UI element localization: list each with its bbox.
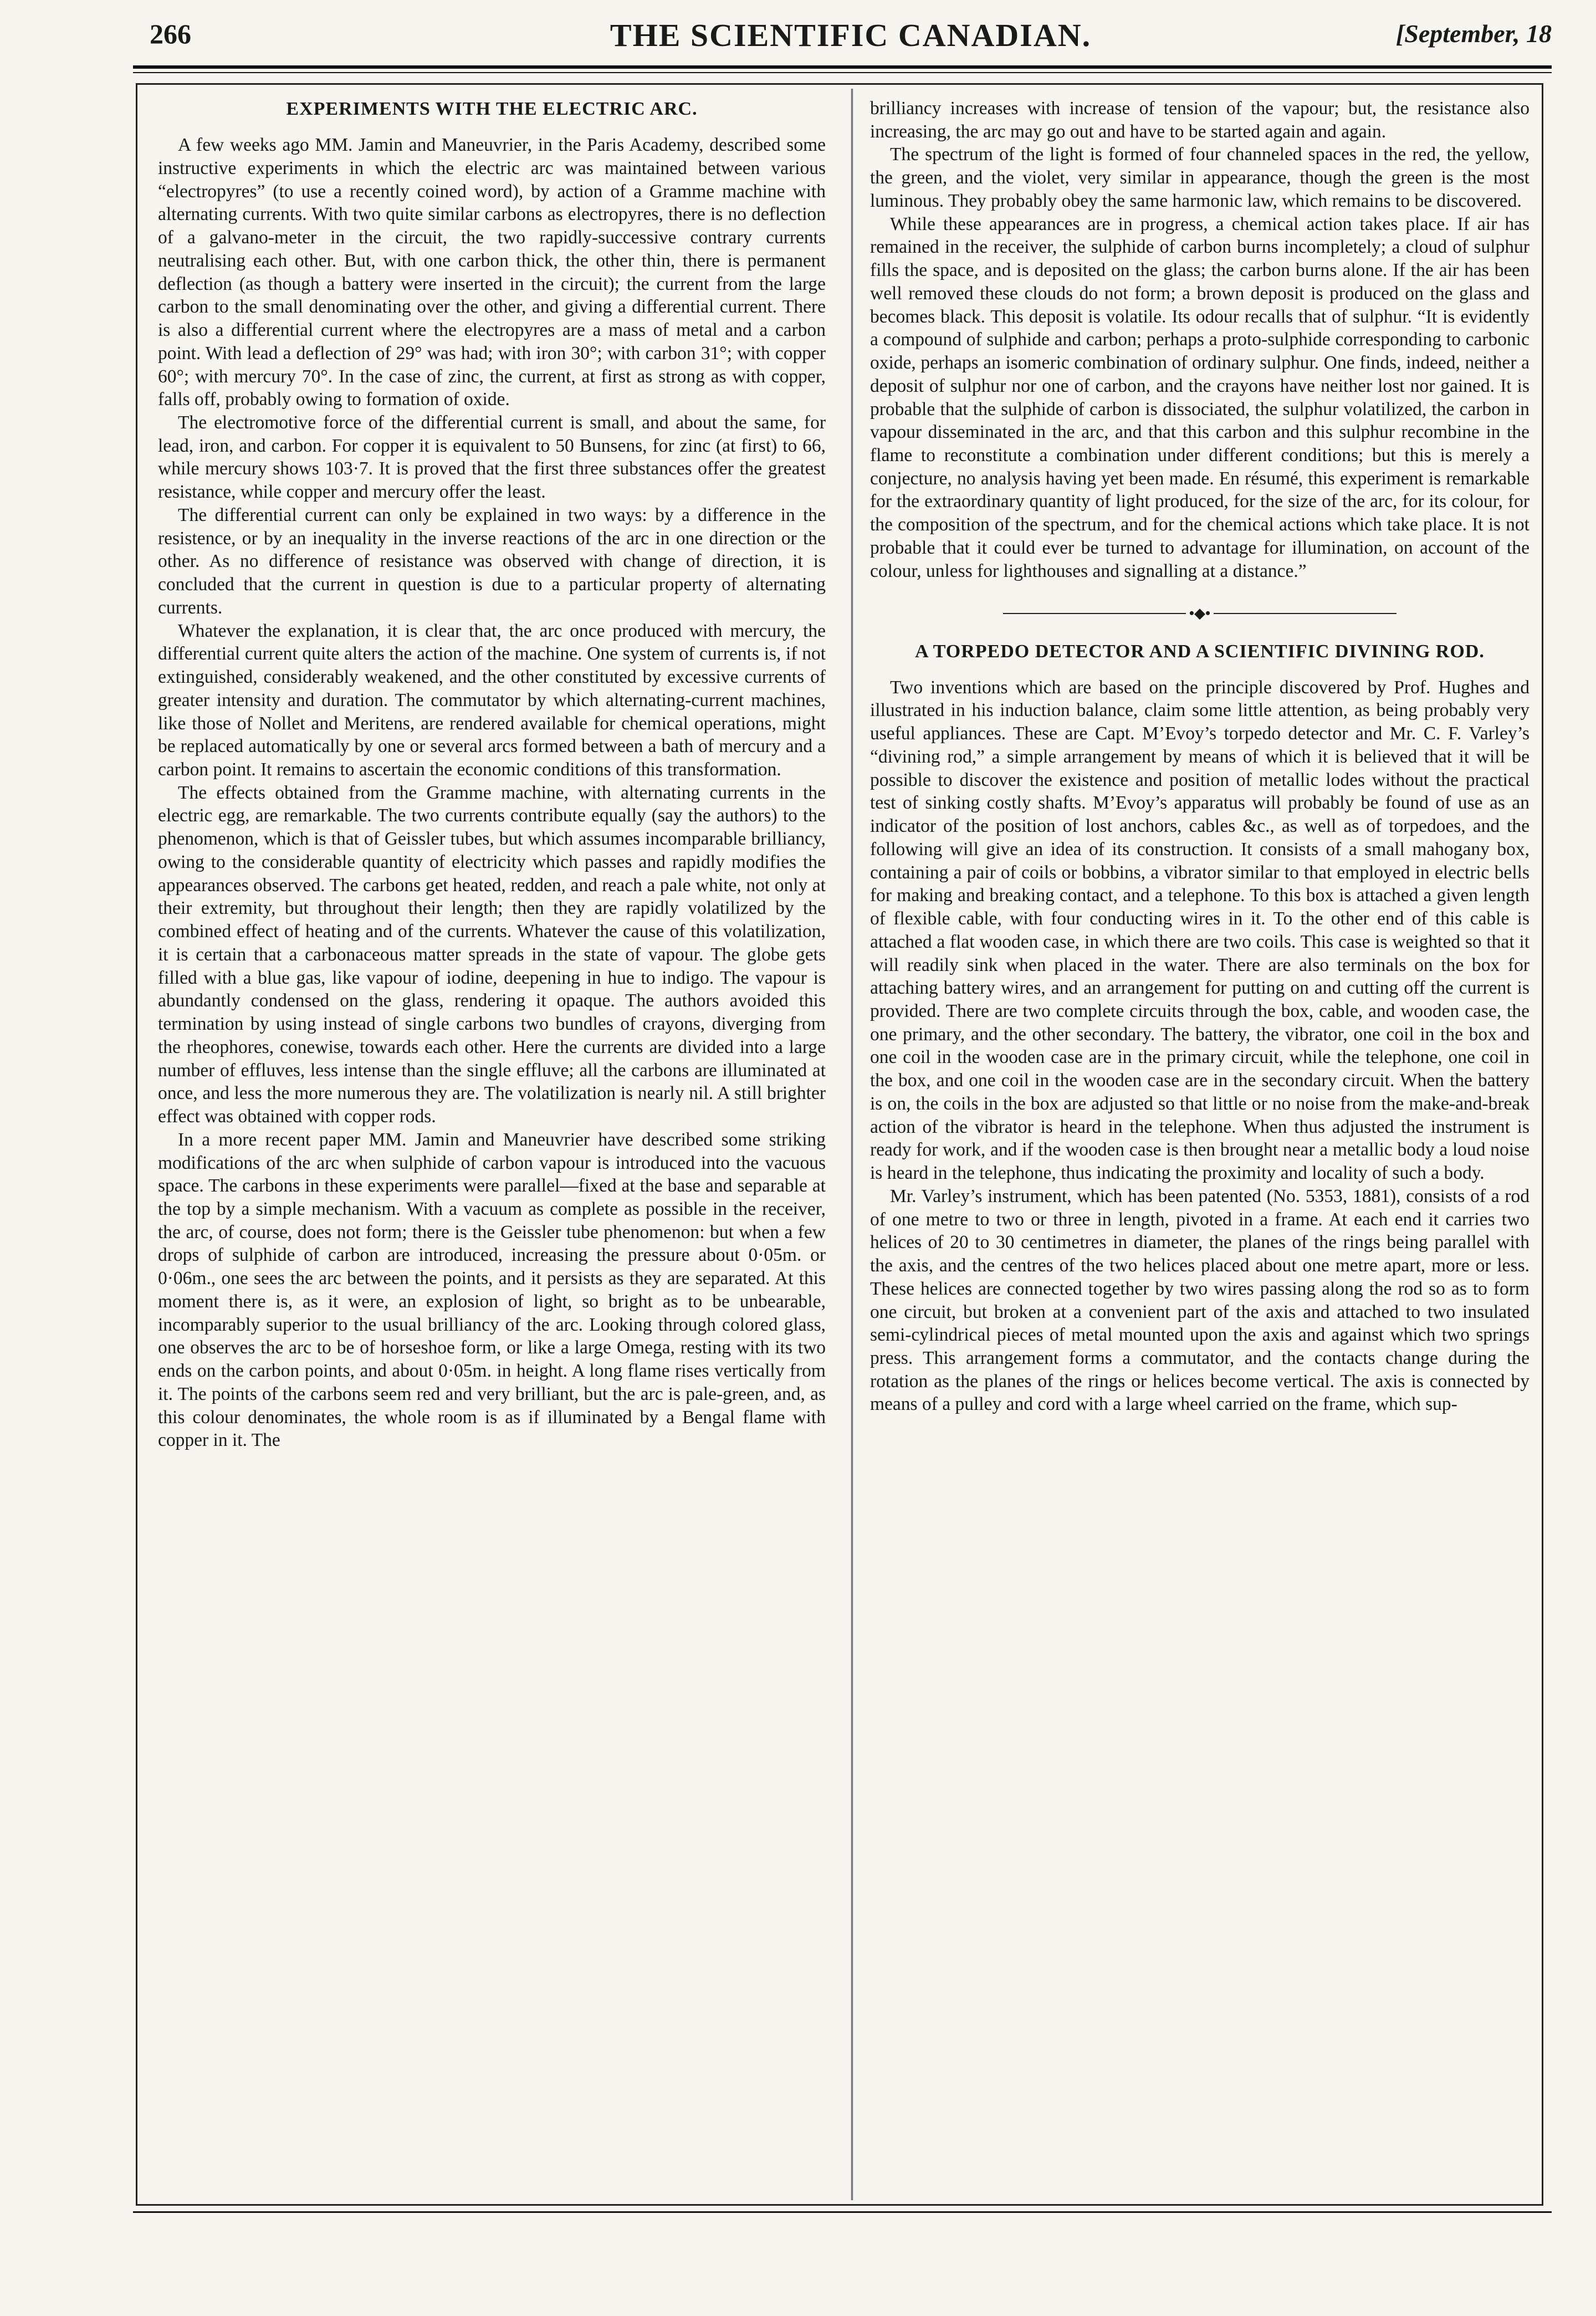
article-paragraph: The spectrum of the light is formed of four channeled spaces in the red, the yellow, the green, and the violet, very similar in appearance, though the green is the most luminous. They probably obey the same harmonic law, which remains to be discovered. bbox=[870, 144, 1530, 211]
article-paragraph: Mr. Varley’s instrument, which has been patented (No. 5353, 1881), consists of a rod of one metre to two or three in length, pivoted in a frame. At each end it carries two helices of 20 to 30 centimetres in diameter, the planes of the rings being parallel with the axis, and the centres of the two helices placed about one metre apart, more or less. These helices are connected together by two wires passing along the rod so as to form one circuit, but broken at a convenient part of the axis and attached to two insulated semi-cylindrical pieces of metal mounted upon the axis and against which two springs press. This arrangement forms a commutator, and the contacts change during the rotation as the planes of the rings or helices become vertical. The axis is connected by means of a pulley and cord with a large wheel carried on the frame, which sup- bbox=[870, 1185, 1530, 1415]
article-separator bbox=[870, 604, 1530, 620]
header-rule bbox=[133, 65, 1552, 73]
article-title-electric-arc: EXPERIMENTS WITH THE ELECTRIC ARC. bbox=[286, 99, 698, 119]
article-paragraph: While these appearances are in progress, a chemical action takes place. If air has remained in the receiver, the sulphide of carbon burns incompletely; a cloud of sulphur fills the space, and is deposited on the glass; the carbon burns alone. If the air has been well removed these clouds do not form; a brown deposit is produced on the glass and becomes black. This deposit is volatile. Its odour recalls that of sulphur. “It is evidently a compound of sulphide and carbon; perhaps a proto-sulphide corresponding to carbonic oxide, perhaps an isomeric combination of ordinary sulphur. One finds, indeed, neither a deposit of sulphur nor one of carbon, and the crayons have neither lost nor gained. It is probable that the sulphide of carbon is dissociated, the sulphur volatilized, the carbon in vapour disseminated in the arc, and that this carbon and this sulphur recombine in the flame to reconstitute a combination under different conditions; but this is merely a conjecture, no analysis having yet been made. En résumé, this experiment is remarkable for the extraordinary quantity of light produced, for the size of the arc, for its colour, for the composition of the spectrum, and for the chemical actions which take place. It is not probable that it could ever be turned to advantage for illumination, on account of the colour, unless for lighthouses and signalling at a distance.” bbox=[870, 213, 1530, 581]
article-paragraph: The differential current can only be explained in two ways: by a difference in the resistence, or by an inequality in the inverse reactions of the arc in one direction or the other. As no difference of resistance was observed with change of direction, it is concluded that the current in question is due to a particular property of alternating currents. bbox=[158, 504, 826, 618]
article-paragraph: The electromotive force of the differential current is small, and about the same, for lead, iron, and carbon. For copper it is equivalent to 50 Bunsens, for zinc (at first) to 66, while mercury shows 103·7. It is proved that the first three substances offer the greatest resistance, while copper and mercury offer the least. bbox=[158, 412, 826, 503]
separator-line-left bbox=[1003, 613, 1186, 614]
separator-line-right bbox=[1214, 613, 1396, 614]
article-paragraph: The effects obtained from the Gramme machine, with alternating currents in the electric egg, are remarkable. The two currents contribute equally (say the authors) to the phenomenon, which is that of Geissler tubes, but which assumes incomparable brilliancy, owing to the considerable quantity of electricity which passes and rapidly modifies the appearances observed. The carbons get heated, redden, and reach a pale white, not only at their extremity, but throughout their length; then they are rapidly volatilized by the combined effect of heating and of the currents. Whatever the cause of this volatilization, it is certain that a carbonaceous matter spreads in the state of vapour. The globe gets filled with a blue gas, like vapour of iodine, deepening in hue to indigo. The vapour is abundantly condensed on the glass, rendering it opaque. The authors avoided this termination by using instead of single carbons two bundles of crayons, diverging from the rheophores, conewise, towards each other. Here the currents are divided into a large number of effluves, less intense than the single effluve; all the carbons are illuminated at once, and less the more numerous they are. The volatilization is nearly nil. A still brighter effect was obtained with copper rods. bbox=[158, 782, 826, 1127]
article-paragraph: Two inventions which are based on the principle discovered by Prof. Hughes and illustrated in his induction balance, claim some little attention, as being probably very useful appliances. These are Capt. M’Evoy’s torpedo detector and Mr. C. F. Varley’s “divining rod,” a simple arrangement by means of which it is believed that it will be possible to discover the existence and position of metallic lodes without the practical test of sinking costly shafts. M’Evoy’s apparatus will probably be found of use as an indicator of the position of lost anchors, cables &c., as well as of torpedoes, and the following will give an idea of its construction. It consists of a small mahogany box, containing a pair of coils or bobbins, a vibrator similar to that employed in electric bells for making and breaking contact, and a telephone. To this box is attached a given length of flexible cable, with four conducting wires in it. To the other end of this cable is attached a flat wooden case, in which there are two coils. This case is weighted so that it will readily sink when placed in the water. There are also terminals on the box for attaching battery wires, and an arrangement for putting on and cutting off the current is provided. There are two complete circuits through the box, cable, and wooden case, the one primary, and the other secondary. The battery, the vibrator, one coil in the box and one coil in the wooden case are in the primary circuit, while the telephone, one coil in the box, and one coil in the wooden case are in the secondary circuit. When the battery is on, the coils in the box are adjusted so that little or no noise from the make-and-break action of the vibrator is heard in the telephone. When thus adjusted the instrument is ready for work, and if the wooden case is then brought near a metallic body a loud noise is heard in the telephone, thus indicating the proximity and locality of such a body. bbox=[870, 677, 1530, 1184]
column-divider bbox=[851, 89, 853, 2200]
issue-date: [September, 18 bbox=[1395, 19, 1552, 48]
page-number: 266 bbox=[150, 18, 191, 49]
footer-rule bbox=[133, 2211, 1552, 2213]
separator-ornament: •◆• bbox=[1189, 605, 1211, 621]
article-paragraph: In a more recent paper MM. Jamin and Maneuvrier have described some striking modifications of the arc when sulphide of carbon vapour is introduced into the vacuous space. The carbons in these experiments were parallel—fixed at the base and separable at the top by a simple mechanism. With a vacuum as complete as possible in the receiver, the arc, of course, does not form; there is the Geissler tube phenomenon: but when a few drops of sulphide of carbon are introduced, increasing the pressure about 0·05m. or 0·06m., one sees the arc between the points, and it persists as they are separated. At this moment there is, as it were, an explosion of light, so bright as to be unbearable, incomparably superior to the usual brilliancy of the arc. Looking through colored glass, one observes the arc to be of horseshoe form, or like a large Omega, resting with its two ends on the carbon points, and about 0·05m. in height. A long flame rises vertically from it. The points of the carbons seem red and very brilliant, but the arc is pale-green, and, as this colour denominates, the whole room is as if illuminated by a Bengal flame with copper in it. The bbox=[158, 1129, 826, 1451]
article-paragraph-continued: brilliancy increases with increase of tension of the vapour; but, the resistance also increasing, the arc may go out and have to be started again and again. bbox=[870, 98, 1530, 142]
left-column bbox=[158, 97, 826, 2197]
journal-title: THE SCIENTIFIC CANADIAN. bbox=[610, 17, 1092, 53]
article-paragraph: A few weeks ago MM. Jamin and Maneuvrier, in the Paris Academy, described some instructive experiments in which the electric arc was maintained between various “electropyres” (to use a recently coined word), by action of a Gramme machine with alternating currents. With two quite similar carbons as electropyres, there is no deflection of a galvano-meter in the circuit, the two rapidly-successive contrary currents neutralising each other. But, with one carbon thick, the other thin, there is permanent deflection (as though a battery were inserted in the circuit); the current from the large carbon to the small denominating over the other, and giving a differential current. There is also a differential current where the electropyres are a mass of metal and a carbon point. With lead a deflection of 29° was had; with iron 30°; with carbon 31°; with copper 60°; with mercury 70°. In the case of zinc, the current, at first as strong as with copper, falls off, probably owing to formation of oxide. bbox=[158, 135, 826, 410]
page-header bbox=[150, 11, 1552, 62]
right-column bbox=[870, 97, 1530, 2197]
article-paragraph: Whatever the explanation, it is clear that, the arc once produced with mercury, the differential current quite alters the action of the machine. One system of currents is, if not extinguished, considerably weakened, and the other constituted by excessive currents of greater intensity and duration. The commutator by which alternating-current machines, like those of Nollet and Meritens, are rendered available for chemical operations, might be replaced automatically by one or several arcs formed between a bath of mercury and a carbon point. It remains to ascertain the economic conditions of this transformation. bbox=[158, 620, 826, 780]
article-title-torpedo-detector: A TORPEDO DETECTOR AND A SCIENTIFIC DIVINING ROD. bbox=[915, 641, 1485, 662]
